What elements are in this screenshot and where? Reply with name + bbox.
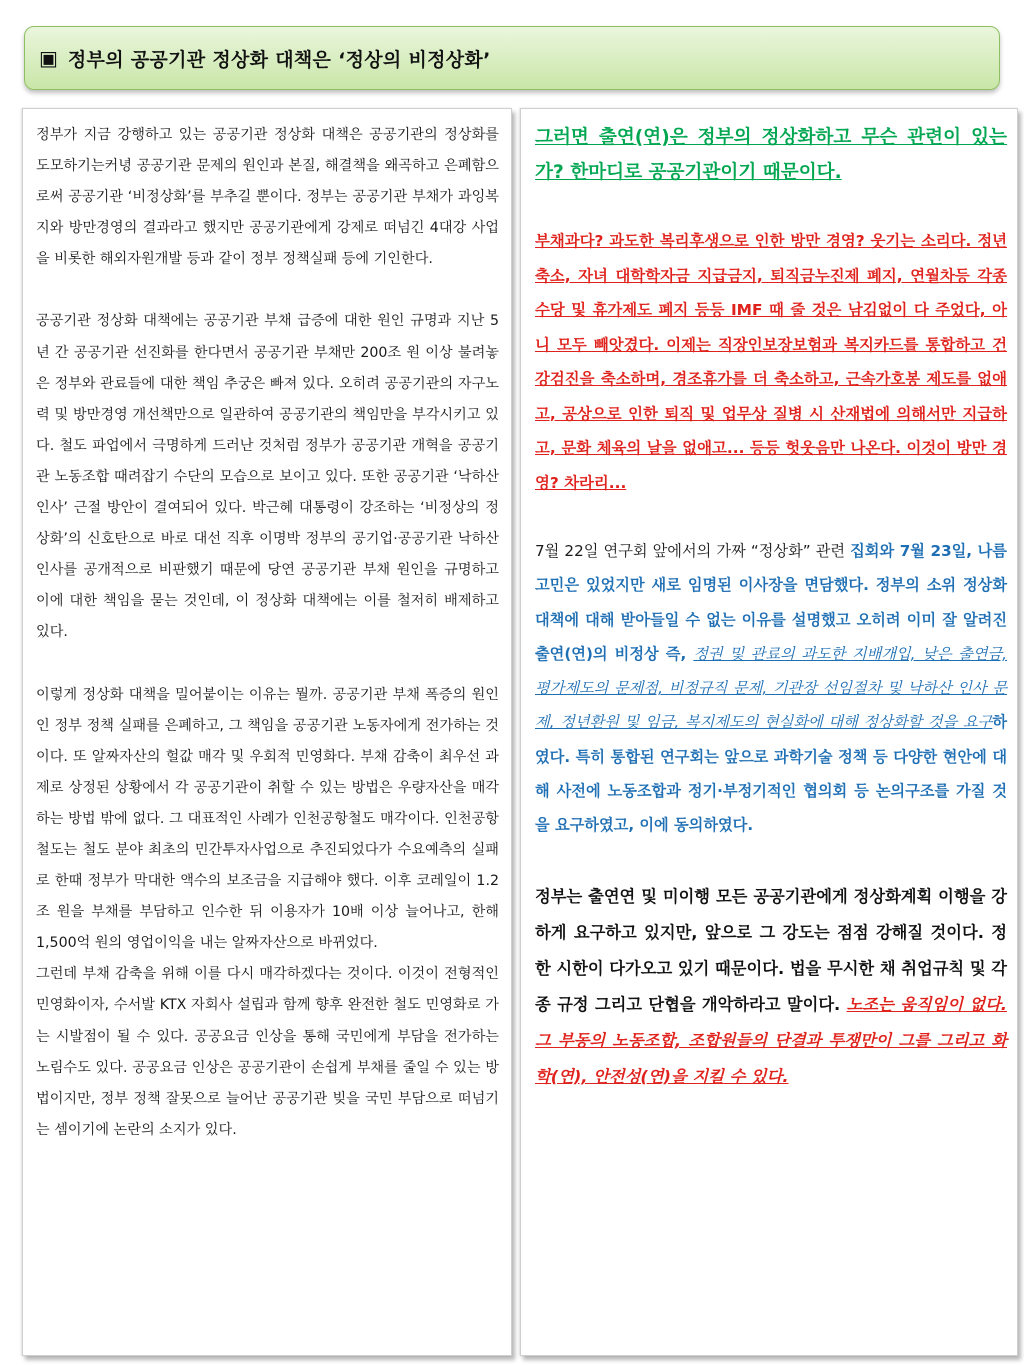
blue-paragraph-bold-1: 집회와 7월 23일, 나름 고민은 있었지만 새로 임명된 이사장을 면담했다. 정부의 소위 정상화 대책에 대해 받아들일 수 없는 이유를 설명했고 오히려 이미 잘 알려진 출연(연)의 비정상 즉,	[535, 542, 1007, 663]
left-paragraph-3: 이렇게 정상화 대책을 밀어붙이는 이유는 뭘까. 공공기관 부채 폭증의 원인인 정부 정책 실패를 은폐하고, 그 책임을 공공기관 노동자에게 전가하는 것이다. 또 알짜자산의 헐값 매각 및 우회적 민영화다. 부채 감축이 최우선 과제로 상정된 상황에서 각 공공기관이 취할 수 있는 방법은 우량자산을 매각하는 방법 밖에 없다. 그 대표적인 사례가 인천공항철도 매각이다. 인천공항철도는 철도 분야 최초의 민간투자사업으로 추진되었다가 수요예측의 실패로 한때 정부가 막대한 액수의 보조금을 지급해야 했다. 이후 코레일이 1.2조 원을 부채를 부담하고 인수한 뒤 이용자가 10배 이상 늘어나고, 한해 1,500억 원의 영업이익을 내는 알짜자산으로 바뀌었다.	[36, 686, 499, 952]
right-column	[520, 108, 1018, 1356]
left-paragraph-4: 그런데 부채 감축을 위해 이를 다시 매각하겠다는 것이다. 이것이 전형적인 민영화이자, 수서발 KTX 자회사 설립과 함께 향후 완전한 철도 민영화로 가는 시발점이 될 수 있다. 공공요금 인상을 통해 국민에게 부담을 전가하는 노림수도 있다. 공공요금 인상은 공공기관이 손쉽게 부채를 줄일 수 있는 방법이지만, 정부 정책 잘못으로 늘어난 공공기관 빚을 국민 부담으로 떠넘기는 셈이기에 논란의 소지가 있다.	[36, 966, 499, 1138]
blue-paragraph-demands: 정권 및 관료의 과도한 지배개입, 낮은 출연금, 평가제도의 문제점, 비정규직 문제, 기관장 선임절차 및 낙하산 인사 문제, 정년환원 및 임금, 복지제도의 현실화에 대해 정상화할 것을 요구	[535, 644, 1007, 732]
closing-paragraph-text: 정부는 출연연 및 미이행 모든 공공기관에게 정상화계획 이행을 강하게 요구하고 있지만, 앞으로 그 강도는 점점 강해질 것이다. 정한 시한이 다가오고 있기 때문이다. 법을 무시한 채 취업규칙 및 각종 규정 그리고 단협을 개악하라고 말이다.	[535, 886, 1007, 1014]
right-closing-paragraph	[535, 879, 1007, 1095]
closing-paragraph-emphasis: 노조는 움직임이 없다. 그 부동의 노동조합, 조합원들의 단결과 투쟁만이 그를 그리고 화학(연), 안전성(연)을 지킬 수 있다.	[535, 994, 1007, 1086]
left-paragraph-1: 정부가 지금 강행하고 있는 공공기관 정상화 대책은 공공기관의 정상화를 도모하기는커녕 공공기관 문제의 원인과 본질, 해결책을 왜곡하고 은폐함으로써 공공기관 ‘비정상화’를 부추길 뿐이다. 정부는 공공기관 부채가 과잉복지와 방만경영의 결과라고 했지만 공공기관에게 강제로 떠넘긴 4대강 사업을 비롯한 해외자원개발 등과 같이 정부 정책실패 등에 기인한다.	[36, 127, 499, 268]
page-title: 정부의 공공기관 정상화 대책은 ‘정상의 비정상화’	[67, 48, 491, 71]
left-column	[22, 108, 512, 1356]
title-banner	[24, 26, 1000, 90]
right-blue-paragraph	[535, 534, 1007, 843]
right-red-paragraph: 부채과다? 과도한 복리후생으로 인한 방만 경영? 웃기는 소리다. 정년 축소, 자녀 대학학자금 지급금지, 퇴직금누진제 폐지, 연월차등 각종 수당 및 휴가제도 폐지 등등 IMF 때 줄 것은 남김없이 다 주었다, 아니 모두 빼앗겼다. 이제는 직장인보장보험과 복지카드를 통합하고 건강검진을 축소하며, 경조휴가를 더 축소하고, 근속가호봉 제도를 없애고, 공상으로 인한 퇴직 및 업무상 질병 시 산재법에 의해서만 지급하고, 문화 체육의 날을 없애고... 등등 헛웃음만 나온다. 이것이 방만 경영? 차라리...	[535, 232, 1007, 492]
blue-paragraph-bold-2: 하였다. 특히 통합된 연구회는 앞으로 과학기술 정책 등 다양한 현안에 대해 사전에 노동조합과 정기·부정기적인 협의회 등 논의구조를 가질 것을 요구하였고, 이에 동의하였다.	[535, 713, 1007, 835]
square-bullet-icon: ▣	[39, 46, 58, 70]
right-green-heading: 그러면 출연(연)은 정부의 정상화하고 무슨 관련이 있는가? 한마디로 공공기관이기 때문이다.	[535, 127, 1007, 183]
left-paragraph-2: 공공기관 정상화 대책에는 공공기관 부채 급증에 대한 원인 규명과 지난 5년 간 공공기관 선진화를 한다면서 공공기관 부채만 200조 원 이상 불려놓은 정부와 관료들에 대한 책임 추궁은 빠져 있다. 오히려 공공기관의 자구노력 및 방만경영 개선책만으로 일관하여 공공기관의 책임만을 부각시키고 있다. 철도 파업에서 극명하게 드러난 것처럼 정부가 공공기관 개혁을 공공기관 노동조합 때려잡기 수단의 모습으로 보이고 있다. 또한 공공기관 ‘낙하산 인사’ 근절 방안이 결여되어 있다. 박근혜 대통령이 강조하는 ‘비정상의 정상화’의 신호탄으로 바로 대선 직후 이명박 정부의 공기업·공공기관 낙하산 인사를 공개적으로 비판했기 때문에 당연 공공기관 부채 원인을 규명하고 이에 대한 책임을 묻는 것인데, 이 정상화 대책에는 이를 철저히 배제하고 있다.	[36, 313, 499, 641]
blue-paragraph-lead: 7월 22일 연구회 앞에서의 가짜 “정상화” 관련	[535, 542, 851, 560]
